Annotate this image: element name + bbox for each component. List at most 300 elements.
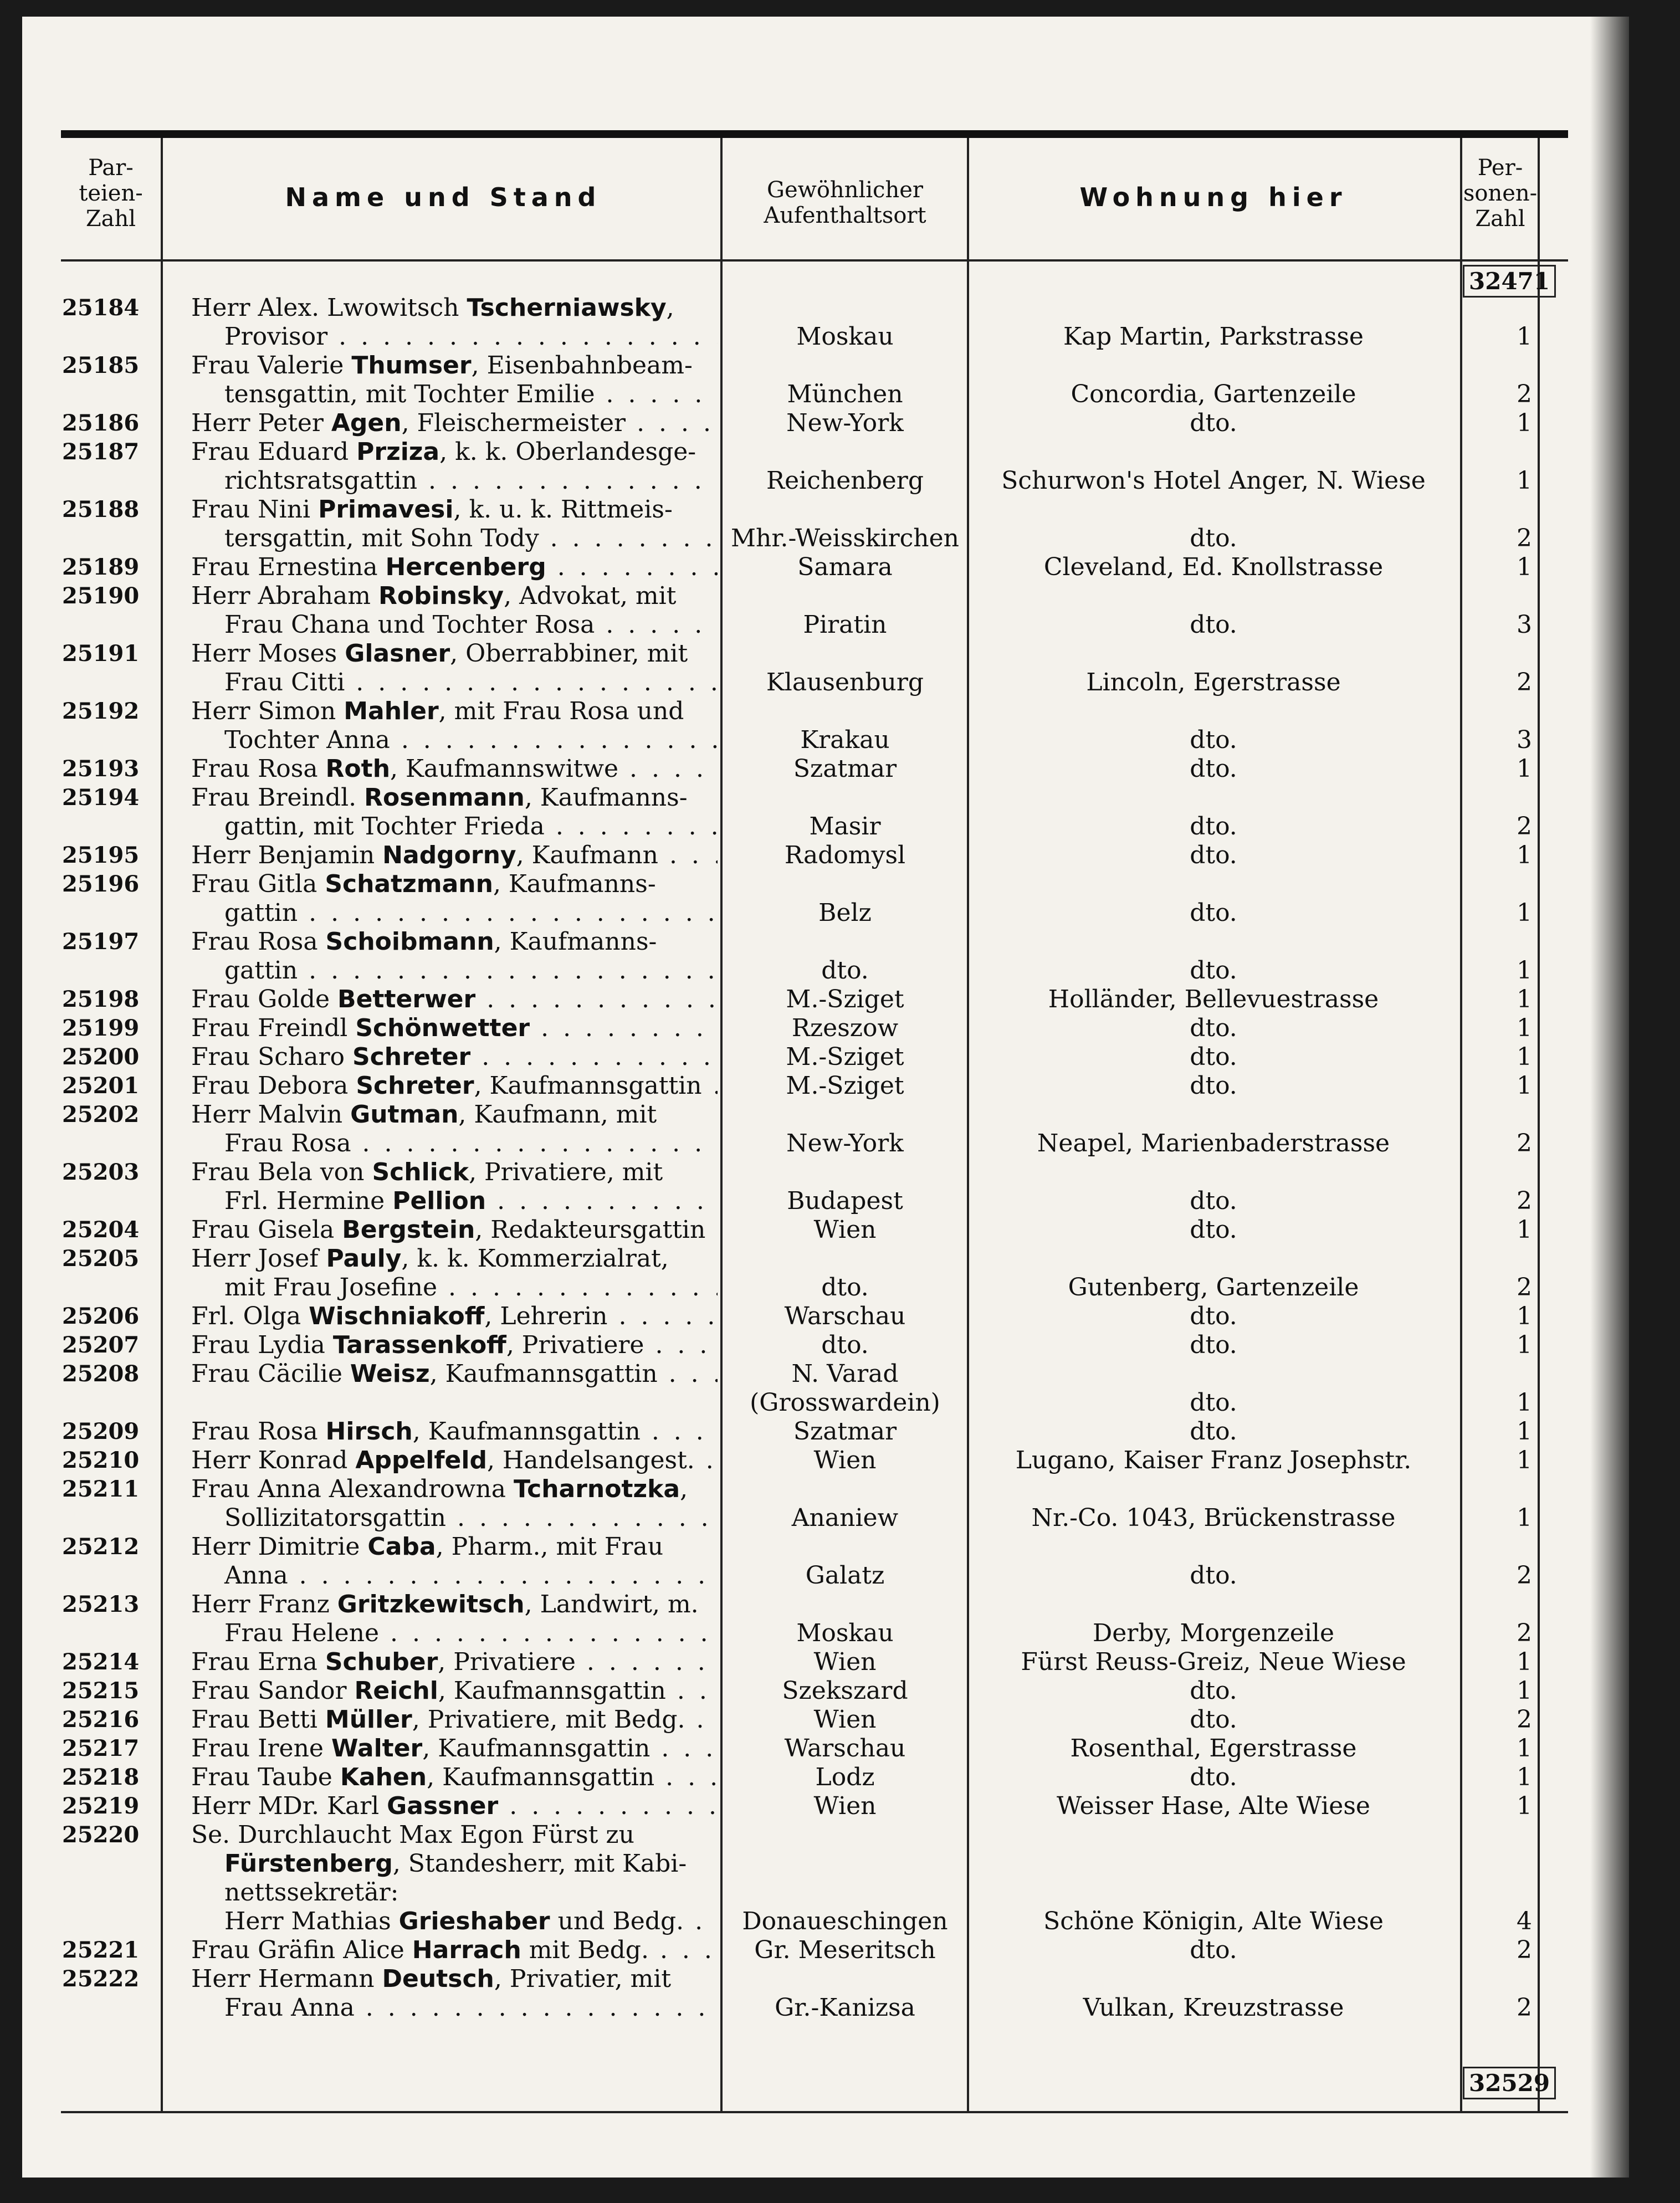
wohnung: dto. [1190, 524, 1237, 552]
header-aufenthaltsort [723, 177, 967, 228]
ort-line: M.-Sziget [786, 985, 904, 1013]
name-text: tersgattin, mit Sohn Tody [224, 524, 539, 552]
name-line [191, 495, 718, 524]
name-line [191, 956, 718, 985]
aufenthaltsort [723, 322, 967, 351]
partei-number: 25211 [62, 1476, 140, 1502]
personen-zahl: 1 [1517, 467, 1532, 495]
personen-zahl: 2 [1517, 1994, 1532, 2022]
aufenthaltsort [723, 668, 967, 697]
aufenthaltsort [723, 755, 967, 783]
name-line [191, 1965, 718, 1994]
personen-zahl: 1 [1517, 1648, 1532, 1676]
surname: Agen [331, 409, 402, 437]
wohnung: Cleveland, Ed. Knollstrasse [1043, 553, 1384, 581]
register-row [22, 351, 1563, 409]
personen-zahl: 2 [1517, 1705, 1532, 1734]
personen-zahl: 1 [1517, 322, 1532, 351]
personen-zahl: 2 [1517, 1129, 1532, 1157]
name-und-stand [191, 1446, 718, 1475]
partei-number: 25202 [62, 1102, 140, 1128]
name-line [191, 1792, 718, 1821]
ort-line: Moskau [796, 322, 894, 351]
aufenthaltsort [723, 899, 967, 928]
ort-line: Radomysl [784, 841, 906, 869]
name-text: richtsratsgattin [224, 467, 418, 495]
register-row [22, 1100, 1563, 1158]
surname: Grieshaber [398, 1907, 550, 1935]
name-text: Frau Gisela [191, 1216, 342, 1244]
partei-number: 25221 [62, 1937, 140, 1963]
surname: Gassner [387, 1792, 499, 1820]
partei-number: 25188 [62, 496, 140, 522]
personen-zahl: 1 [1517, 1216, 1532, 1244]
surname: Reichl [354, 1677, 438, 1705]
wohnung: Vulkan, Kreuzstrasse [1083, 1994, 1344, 2022]
aufenthaltsort [723, 1907, 967, 1936]
aufenthaltsort [723, 409, 967, 438]
name-text: , Kaufmannsgattin [429, 1360, 658, 1388]
aufenthaltsort [723, 1043, 967, 1072]
partei-number: 25205 [62, 1246, 140, 1272]
name-line [191, 1273, 718, 1302]
name-text: Herr Malvin [191, 1100, 351, 1129]
name-text: Frau Nini [191, 495, 319, 524]
ort-line: Galatz [805, 1561, 885, 1590]
partei-number: 25189 [62, 554, 140, 580]
wohnung: Rosenthal, Egerstrasse [1070, 1734, 1357, 1763]
wohnung: dto. [1190, 1331, 1237, 1359]
name-text: , k. k. Oberlandesge- [439, 438, 696, 466]
name-und-stand [191, 755, 718, 783]
aufenthaltsort [723, 1994, 967, 2022]
name-text: , Kaufmann [516, 841, 658, 869]
personen-zahl: 1 [1517, 1331, 1532, 1359]
name-text: , Landwirt, m. [524, 1590, 699, 1618]
register-row [22, 1043, 1563, 1072]
personen-zahl: 1 [1517, 1677, 1532, 1705]
wohnung: dto. [1190, 841, 1237, 869]
name-line [191, 1043, 718, 1072]
aufenthaltsort [723, 956, 967, 985]
aufenthaltsort [723, 467, 967, 495]
aufenthaltsort [723, 1763, 967, 1792]
name-text: , Kaufmanns- [494, 928, 657, 956]
aufenthaltsort [723, 1446, 967, 1475]
partei-number: 25196 [62, 871, 140, 897]
ort-line: N. Varad [791, 1360, 899, 1388]
name-und-stand [191, 1648, 718, 1677]
wohnung: dto. [1190, 1389, 1237, 1417]
name-line [191, 409, 718, 438]
name-text: Frau Sandor [191, 1677, 355, 1705]
name-text: Herr Konrad [191, 1446, 356, 1474]
surname: Prziza [356, 438, 440, 466]
name-line [191, 1533, 718, 1561]
name-line [191, 697, 718, 726]
name-text: Frau Breindl. [191, 783, 365, 812]
name-text: , Lehrerin [484, 1302, 608, 1330]
name-line [191, 1216, 718, 1244]
personen-zahl: 2 [1517, 812, 1532, 841]
header-parteien-zahl [64, 155, 158, 232]
name-und-stand [191, 1331, 718, 1360]
register-row [22, 1360, 1563, 1417]
name-line [191, 1821, 718, 1850]
aufenthaltsort [723, 380, 967, 409]
ledger-page [22, 17, 1629, 2178]
ort-line: M.-Sziget [786, 1072, 904, 1100]
surname: Schlick [372, 1158, 469, 1186]
name-und-stand [191, 1100, 718, 1158]
personen-zahl: 1 [1517, 553, 1532, 581]
name-line [191, 1590, 718, 1619]
wohnung: dto. [1190, 1561, 1237, 1590]
aufenthaltsort [723, 1619, 967, 1648]
aufenthaltsort [723, 841, 967, 870]
aufenthaltsort [723, 1561, 967, 1590]
name-text: Herr Josef [191, 1244, 326, 1273]
surname: Hirsch [325, 1417, 413, 1446]
name-line [191, 1878, 718, 1907]
personen-zahl: 2 [1517, 380, 1532, 408]
register-row [22, 1158, 1563, 1216]
surname: Tcharnotzka [513, 1475, 680, 1503]
aufenthaltsort [723, 1705, 967, 1734]
wohnung: dto. [1190, 1014, 1237, 1042]
partei-number: 25222 [62, 1966, 140, 1992]
name-line [191, 438, 718, 467]
partei-number: 25215 [62, 1678, 140, 1704]
register-row [22, 841, 1563, 870]
name-text: , Privatiere [506, 1331, 644, 1359]
name-text: Frau Rosa [191, 755, 326, 783]
ort-line: Samara [797, 553, 893, 581]
surname: Schatzmann [325, 870, 493, 898]
name-text: Frau Irene [191, 1734, 331, 1763]
partei-number: 25218 [62, 1764, 140, 1790]
name-text: Frau Citti [224, 668, 345, 696]
register-row [22, 1244, 1563, 1302]
name-line [191, 582, 718, 611]
name-text: Herr Benjamin [191, 841, 383, 869]
ort-line: Belz [818, 899, 872, 927]
name-line [191, 1648, 718, 1677]
partei-number: 25208 [62, 1361, 140, 1387]
ort-line: dto. [821, 1331, 869, 1359]
ort-line: dto. [821, 956, 869, 985]
aufenthaltsort [723, 1648, 967, 1677]
partei-number: 25219 [62, 1793, 140, 1819]
name-text: Frau Freindl [191, 1014, 356, 1042]
name-line [191, 524, 718, 553]
surname: Tscherniawsky [467, 294, 667, 322]
ort-line: Donaueschingen [742, 1907, 948, 1935]
aufenthaltsort [723, 1216, 967, 1244]
aufenthaltsort [723, 812, 967, 841]
name-und-stand [191, 1014, 718, 1043]
header-line: Zahl [85, 206, 136, 232]
register-row [22, 755, 1563, 783]
ort-line: Wien [813, 1705, 877, 1734]
name-und-stand [191, 495, 718, 553]
wohnung: dto. [1190, 1216, 1237, 1244]
name-line [191, 639, 718, 668]
surname: Schreter [356, 1072, 474, 1100]
name-und-stand [191, 438, 718, 495]
name-line [191, 1187, 718, 1216]
name-text: Frau Bela von [191, 1158, 372, 1186]
name-und-stand [191, 351, 718, 409]
name-text: Frau Anna [224, 1994, 355, 2022]
ort-line: Budapest [787, 1187, 903, 1215]
wohnung: Kap Martin, Parkstrasse [1063, 322, 1364, 351]
surname: Mahler [344, 697, 439, 725]
ort-line: Masir [809, 812, 881, 841]
register-row [22, 1936, 1563, 1965]
personen-zahl: 1 [1517, 755, 1532, 783]
aufenthaltsort [723, 1129, 967, 1158]
ort-line: Szatmar [793, 1417, 897, 1446]
header-line: teien- [79, 181, 143, 206]
wohnung: Gutenberg, Gartenzeile [1068, 1273, 1359, 1302]
wohnung: dto. [1190, 1763, 1237, 1791]
name-text: Frau Eduard [191, 438, 357, 466]
ort-line: dto. [821, 1273, 869, 1302]
name-text: , Privatier, mit [494, 1965, 672, 1993]
name-text: Frau Gräfin Alice [191, 1936, 412, 1964]
name-text: Frau Helene [224, 1619, 380, 1647]
wohnung: Schurwon's Hotel Anger, N. Wiese [1001, 467, 1426, 495]
partei-number: 25203 [62, 1159, 140, 1185]
personen-zahl: 2 [1517, 1936, 1532, 1964]
partei-number: 25184 [62, 295, 140, 321]
name-text: , Pharm., mit Frau [436, 1533, 664, 1561]
wohnung: dto. [1190, 1677, 1237, 1705]
surname: Bergstein [342, 1216, 475, 1244]
partei-number: 25187 [62, 439, 140, 465]
wohnung: dto. [1190, 1936, 1237, 1964]
name-line [191, 1014, 718, 1043]
name-und-stand [191, 1475, 718, 1533]
name-text: , k. k. Kommerzialrat, [401, 1244, 669, 1273]
personen-zahl: 1 [1517, 1446, 1532, 1474]
name-und-stand [191, 1821, 718, 1936]
name-und-stand [191, 1533, 718, 1590]
name-line [191, 1244, 718, 1273]
register-row [22, 495, 1563, 553]
register-row [22, 1302, 1563, 1331]
name-text: Frau Erna [191, 1648, 325, 1676]
register-row [22, 1590, 1563, 1648]
name-text: und Bedg. [550, 1907, 684, 1935]
name-und-stand [191, 1590, 718, 1648]
ort-line: Szatmar [793, 755, 897, 783]
name-line [191, 611, 718, 639]
wohnung: dto. [1190, 1705, 1237, 1734]
name-und-stand [191, 1360, 718, 1389]
register-row [22, 582, 1563, 639]
ort-line: Piratin [803, 611, 887, 639]
name-line [191, 553, 718, 582]
name-text: nettssekretär: [224, 1878, 399, 1907]
surname: Tarassenkoff [332, 1331, 506, 1359]
surname: Schoibmann [325, 928, 494, 956]
name-text: Herr Dimitrie [191, 1533, 368, 1561]
register-row [22, 1533, 1563, 1590]
name-und-stand [191, 639, 718, 697]
ort-line: Szekszard [782, 1677, 908, 1705]
personen-zahl: 2 [1517, 524, 1532, 552]
partei-number: 25214 [62, 1649, 140, 1675]
partei-number: 25192 [62, 698, 140, 724]
name-line [191, 1734, 718, 1763]
name-text: Se. Durchlaucht Max Egon Fürst zu [191, 1821, 634, 1849]
ort-line: Gr.-Kanizsa [775, 1994, 915, 2022]
header-line: Par- [88, 155, 134, 181]
name-text: Frau Chana und Tochter Rosa [224, 611, 595, 639]
wohnung: dto. [1190, 956, 1237, 985]
name-und-stand [191, 1158, 718, 1216]
register-row [22, 870, 1563, 928]
name-und-stand [191, 928, 718, 985]
name-text: Herr Moses [191, 639, 345, 668]
name-line [191, 1850, 718, 1878]
partei-number: 25193 [62, 756, 140, 782]
personen-zahl: 1 [1517, 1072, 1532, 1100]
name-text: , Advokat, mit [504, 582, 677, 610]
register-row [22, 783, 1563, 841]
name-line [191, 985, 718, 1014]
name-text: gattin [224, 956, 298, 985]
name-text: , Kaufmannsgattin [412, 1417, 641, 1446]
surname: Nadgorny [382, 841, 516, 869]
header-line: Gewöhnlicher [766, 177, 923, 203]
partei-number: 25195 [62, 842, 140, 868]
wohnung: Holländer, Bellevuestrasse [1048, 985, 1379, 1013]
surname: Deutsch [382, 1965, 494, 1993]
name-text: Frau Taube [191, 1763, 340, 1791]
header-wohnung-hier: Wohnung hier [1079, 182, 1348, 212]
surname: Weisz [350, 1360, 430, 1388]
register-row [22, 1072, 1563, 1100]
register-row [22, 697, 1563, 755]
surname: Pauly [326, 1244, 402, 1273]
partei-number: 25201 [62, 1073, 140, 1099]
name-und-stand [191, 1936, 718, 1965]
name-text: tensgattin, mit Tochter Emilie [224, 380, 595, 408]
partei-number: 25217 [62, 1735, 140, 1761]
name-und-stand [191, 582, 718, 639]
name-line [191, 1158, 718, 1187]
personen-zahl: 4 [1517, 1907, 1532, 1935]
partei-number: 25194 [62, 785, 140, 811]
name-und-stand [191, 870, 718, 928]
aufenthaltsort [723, 1187, 967, 1216]
wohnung: Concordia, Gartenzeile [1071, 380, 1356, 408]
name-text: , Kaufmannsgattin [427, 1763, 655, 1791]
partei-number: 25220 [62, 1822, 140, 1848]
surname: Fürstenberg [224, 1850, 393, 1878]
name-line [191, 668, 718, 697]
aufenthaltsort [723, 1360, 967, 1417]
name-text: Frau Rosa [191, 928, 326, 956]
personen-zahl: 3 [1517, 611, 1532, 639]
name-line [191, 1331, 718, 1360]
aufenthaltsort [723, 1677, 967, 1705]
personen-zahl: 2 [1517, 668, 1532, 696]
wohnung: dto. [1190, 726, 1237, 754]
name-line [191, 322, 718, 351]
register-row [22, 985, 1563, 1014]
ort-line: Wien [813, 1648, 877, 1676]
name-text: , Kaufmanns- [493, 870, 656, 898]
ort-line: Warschau [784, 1302, 906, 1330]
header-line: Per- [1477, 155, 1523, 181]
name-text: Herr Hermann [191, 1965, 382, 1993]
register-row [22, 1014, 1563, 1043]
name-text: , Privatiere [438, 1648, 576, 1676]
name-line [191, 1475, 718, 1504]
name-line [191, 1705, 718, 1734]
name-text: Frau Golde [191, 985, 338, 1013]
surname: Primavesi [318, 495, 454, 524]
name-line [191, 1994, 718, 2022]
ort-line: M.-Sziget [786, 1043, 904, 1071]
name-text: Frau Gitla [191, 870, 325, 898]
name-text: , k. u. k. Rittmeis- [453, 495, 673, 524]
partei-number: 25213 [62, 1591, 140, 1617]
name-text: gattin, mit Tochter Frieda [224, 812, 545, 841]
personen-zahl: 1 [1517, 1504, 1532, 1532]
header-name-und-stand: Name und Stand [285, 182, 602, 212]
name-text: Herr Alex. Lwowitsch [191, 294, 467, 322]
name-text: Herr Abraham [191, 582, 378, 610]
wohnung: dto. [1190, 755, 1237, 783]
name-und-stand [191, 697, 718, 755]
register-row [22, 1821, 1563, 1936]
name-line [191, 1360, 718, 1389]
partei-number: 25209 [62, 1418, 140, 1444]
name-text: Frau Lydia [191, 1331, 333, 1359]
wohnung: dto. [1190, 1072, 1237, 1100]
partei-number: 25197 [62, 929, 140, 955]
register-row [22, 438, 1563, 495]
name-text: , Privatiere, mit [469, 1158, 663, 1186]
surname: Wischniakoff [309, 1302, 485, 1330]
surname: Robinsky [378, 582, 504, 610]
personen-zahl: 1 [1517, 1792, 1532, 1820]
partei-number: 25185 [62, 352, 140, 378]
name-text: , Redakteursgattin [475, 1216, 706, 1244]
personen-zahl: 1 [1517, 841, 1532, 869]
name-und-stand [191, 553, 718, 582]
personen-zahl: 2 [1517, 1187, 1532, 1215]
name-text: gattin [224, 899, 298, 927]
name-text: mit Bedg. [521, 1936, 649, 1964]
partei-number: 25200 [62, 1044, 140, 1070]
aufenthaltsort [723, 1014, 967, 1043]
name-text: , Kaufmannsgattin [474, 1072, 702, 1100]
name-line [191, 870, 718, 899]
personen-zahl: 1 [1517, 1734, 1532, 1763]
surname: Müller [325, 1705, 412, 1734]
personen-zahl: 1 [1517, 1302, 1532, 1330]
register-row [22, 1705, 1563, 1734]
wohnung: dto. [1190, 899, 1237, 927]
ort-line: New-York [786, 409, 904, 437]
partei-number: 25186 [62, 410, 140, 436]
